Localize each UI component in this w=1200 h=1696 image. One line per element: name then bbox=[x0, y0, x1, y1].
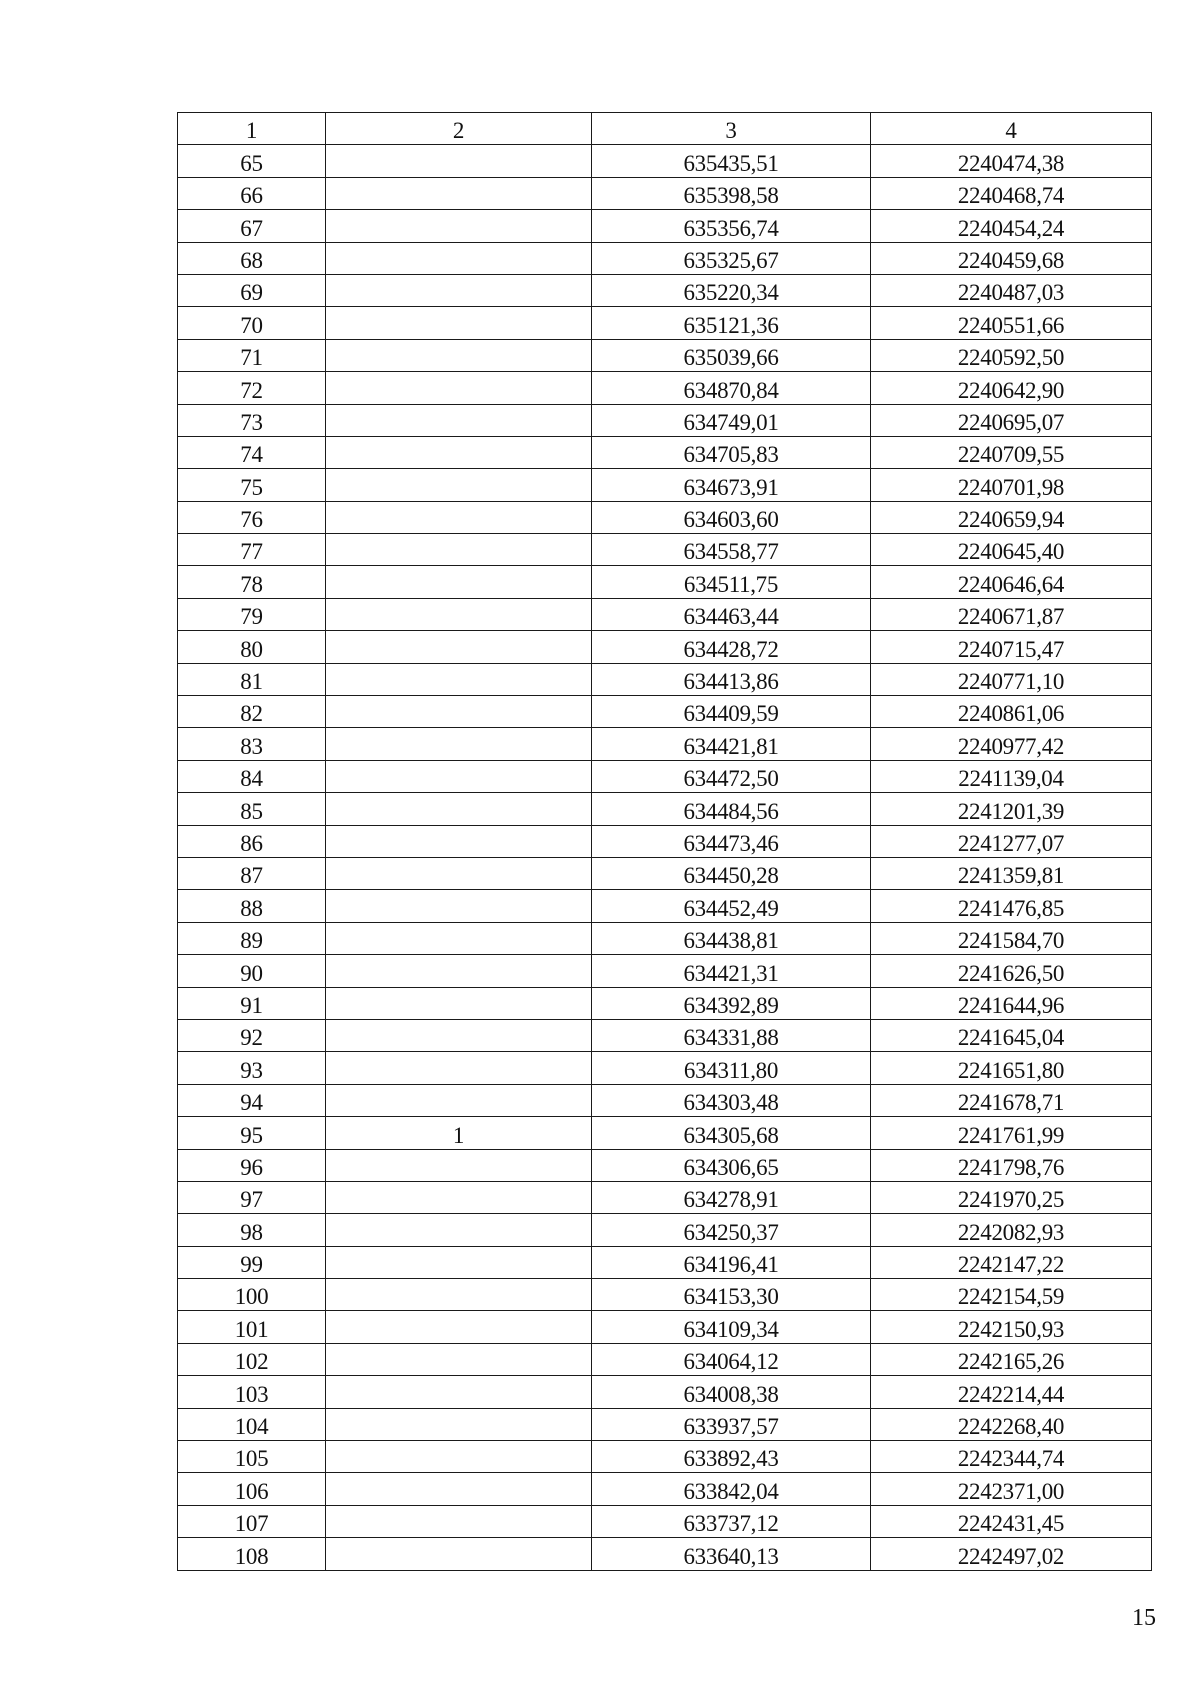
point-number-cell: 84 bbox=[178, 760, 326, 792]
point-number-cell: 99 bbox=[178, 1246, 326, 1278]
coordinate-y-cell: 2241359,81 bbox=[871, 857, 1152, 889]
point-number-cell: 87 bbox=[178, 857, 326, 889]
column-2-cell bbox=[326, 372, 592, 404]
coordinate-y-cell: 2241139,04 bbox=[871, 760, 1152, 792]
point-number-cell: 107 bbox=[178, 1505, 326, 1537]
coordinate-x-cell: 634409,59 bbox=[592, 696, 871, 728]
coordinate-y-cell: 2241584,70 bbox=[871, 922, 1152, 954]
coordinate-x-cell: 634558,77 bbox=[592, 534, 871, 566]
coordinate-y-cell: 2241277,07 bbox=[871, 825, 1152, 857]
point-number-cell: 86 bbox=[178, 825, 326, 857]
column-2-cell bbox=[326, 436, 592, 468]
coordinate-y-cell: 2240977,42 bbox=[871, 728, 1152, 760]
column-2-cell bbox=[326, 566, 592, 598]
coordinate-x-cell: 635356,74 bbox=[592, 210, 871, 242]
point-number-cell: 66 bbox=[178, 177, 326, 209]
coordinate-y-cell: 2240645,40 bbox=[871, 534, 1152, 566]
coordinate-x-cell: 634673,91 bbox=[592, 469, 871, 501]
coordinate-y-cell: 2240671,87 bbox=[871, 598, 1152, 630]
coordinate-y-cell: 2240454,24 bbox=[871, 210, 1152, 242]
column-2-cell bbox=[326, 1181, 592, 1213]
table-row bbox=[178, 631, 1152, 663]
point-number-cell: 108 bbox=[178, 1538, 326, 1570]
table-row bbox=[178, 307, 1152, 339]
column-2-cell bbox=[326, 760, 592, 792]
column-2-cell bbox=[326, 598, 592, 630]
point-number-cell: 83 bbox=[178, 728, 326, 760]
coordinate-y-cell: 2242344,74 bbox=[871, 1441, 1152, 1473]
column-2-cell bbox=[326, 890, 592, 922]
column-2-cell bbox=[326, 1538, 592, 1570]
coordinate-x-cell: 634306,65 bbox=[592, 1149, 871, 1181]
point-number-cell: 80 bbox=[178, 631, 326, 663]
column-2-cell: 1 bbox=[326, 1117, 592, 1149]
point-number-cell: 105 bbox=[178, 1441, 326, 1473]
column-2-cell bbox=[326, 501, 592, 533]
point-number-cell: 71 bbox=[178, 339, 326, 371]
coordinate-y-cell: 2242497,02 bbox=[871, 1538, 1152, 1570]
point-number-cell: 69 bbox=[178, 274, 326, 306]
point-number-cell: 93 bbox=[178, 1052, 326, 1084]
table-row bbox=[178, 1408, 1152, 1440]
coordinate-x-cell: 634331,88 bbox=[592, 1019, 871, 1051]
table-row bbox=[178, 372, 1152, 404]
coordinate-y-cell: 2241798,76 bbox=[871, 1149, 1152, 1181]
coordinate-x-cell: 634511,75 bbox=[592, 566, 871, 598]
header-cell-4: 4 bbox=[871, 113, 1152, 145]
table-header-row bbox=[178, 113, 1152, 145]
coordinate-x-cell: 634450,28 bbox=[592, 857, 871, 889]
table-row bbox=[178, 663, 1152, 695]
coordinate-x-cell: 634196,41 bbox=[592, 1246, 871, 1278]
point-number-cell: 106 bbox=[178, 1473, 326, 1505]
point-number-cell: 100 bbox=[178, 1279, 326, 1311]
table-row bbox=[178, 760, 1152, 792]
table-row bbox=[178, 1441, 1152, 1473]
coordinate-y-cell: 2242431,45 bbox=[871, 1505, 1152, 1537]
column-2-cell bbox=[326, 1019, 592, 1051]
column-2-cell bbox=[326, 274, 592, 306]
coordinate-x-cell: 635039,66 bbox=[592, 339, 871, 371]
coordinate-x-cell: 634311,80 bbox=[592, 1052, 871, 1084]
coordinate-x-cell: 634064,12 bbox=[592, 1343, 871, 1375]
table-row bbox=[178, 1311, 1152, 1343]
coordinate-x-cell: 633640,13 bbox=[592, 1538, 871, 1570]
coordinate-y-cell: 2242371,00 bbox=[871, 1473, 1152, 1505]
coordinate-y-cell: 2240474,38 bbox=[871, 145, 1152, 177]
column-2-cell bbox=[326, 1246, 592, 1278]
table-row bbox=[178, 1246, 1152, 1278]
coordinate-y-cell: 2242165,26 bbox=[871, 1343, 1152, 1375]
coordinate-x-cell: 634749,01 bbox=[592, 404, 871, 436]
point-number-cell: 79 bbox=[178, 598, 326, 630]
coordinate-y-cell: 2240659,94 bbox=[871, 501, 1152, 533]
table-row bbox=[178, 339, 1152, 371]
column-2-cell bbox=[326, 1505, 592, 1537]
column-2-cell bbox=[326, 177, 592, 209]
table-row bbox=[178, 1149, 1152, 1181]
point-number-cell: 68 bbox=[178, 242, 326, 274]
table-row bbox=[178, 1084, 1152, 1116]
column-2-cell bbox=[326, 404, 592, 436]
coordinate-y-cell: 2242147,22 bbox=[871, 1246, 1152, 1278]
point-number-cell: 104 bbox=[178, 1408, 326, 1440]
point-number-cell: 78 bbox=[178, 566, 326, 598]
column-2-cell bbox=[326, 1441, 592, 1473]
table-row bbox=[178, 987, 1152, 1019]
coordinate-y-cell: 2240459,68 bbox=[871, 242, 1152, 274]
column-2-cell bbox=[326, 696, 592, 728]
coordinate-x-cell: 634392,89 bbox=[592, 987, 871, 1019]
coordinate-x-cell: 634421,31 bbox=[592, 955, 871, 987]
coordinate-y-cell: 2241645,04 bbox=[871, 1019, 1152, 1051]
table-row bbox=[178, 857, 1152, 889]
coordinate-y-cell: 2242150,93 bbox=[871, 1311, 1152, 1343]
point-number-cell: 70 bbox=[178, 307, 326, 339]
table-row bbox=[178, 1117, 1152, 1149]
coordinate-x-cell: 634452,49 bbox=[592, 890, 871, 922]
column-2-cell bbox=[326, 631, 592, 663]
coordinate-y-cell: 2241626,50 bbox=[871, 955, 1152, 987]
coordinate-x-cell: 634473,46 bbox=[592, 825, 871, 857]
column-2-cell bbox=[326, 1279, 592, 1311]
column-2-cell bbox=[326, 1084, 592, 1116]
column-2-cell bbox=[326, 1343, 592, 1375]
point-number-cell: 98 bbox=[178, 1214, 326, 1246]
header-cell-2: 2 bbox=[326, 113, 592, 145]
coordinate-x-cell: 634153,30 bbox=[592, 1279, 871, 1311]
point-number-cell: 94 bbox=[178, 1084, 326, 1116]
point-number-cell: 88 bbox=[178, 890, 326, 922]
point-number-cell: 75 bbox=[178, 469, 326, 501]
point-number-cell: 91 bbox=[178, 987, 326, 1019]
coordinate-y-cell: 2242214,44 bbox=[871, 1376, 1152, 1408]
table-row bbox=[178, 598, 1152, 630]
point-number-cell: 82 bbox=[178, 696, 326, 728]
table-row bbox=[178, 922, 1152, 954]
coordinate-x-cell: 634413,86 bbox=[592, 663, 871, 695]
coordinate-y-cell: 2240642,90 bbox=[871, 372, 1152, 404]
table-row bbox=[178, 793, 1152, 825]
column-2-cell bbox=[326, 922, 592, 954]
column-2-cell bbox=[326, 210, 592, 242]
column-2-cell bbox=[326, 987, 592, 1019]
table-row bbox=[178, 1505, 1152, 1537]
point-number-cell: 102 bbox=[178, 1343, 326, 1375]
point-number-cell: 81 bbox=[178, 663, 326, 695]
column-2-cell bbox=[326, 1311, 592, 1343]
coordinate-y-cell: 2240715,47 bbox=[871, 631, 1152, 663]
point-number-cell: 77 bbox=[178, 534, 326, 566]
column-2-cell bbox=[326, 1376, 592, 1408]
table-row bbox=[178, 436, 1152, 468]
table-row bbox=[178, 210, 1152, 242]
table-row bbox=[178, 534, 1152, 566]
column-2-cell bbox=[326, 307, 592, 339]
point-number-cell: 74 bbox=[178, 436, 326, 468]
coordinate-y-cell: 2240468,74 bbox=[871, 177, 1152, 209]
coordinate-x-cell: 634463,44 bbox=[592, 598, 871, 630]
coordinate-x-cell: 633842,04 bbox=[592, 1473, 871, 1505]
coordinate-y-cell: 2242154,59 bbox=[871, 1279, 1152, 1311]
coordinate-x-cell: 634109,34 bbox=[592, 1311, 871, 1343]
coordinate-y-cell: 2240695,07 bbox=[871, 404, 1152, 436]
coordinate-x-cell: 634303,48 bbox=[592, 1084, 871, 1116]
table-row bbox=[178, 242, 1152, 274]
point-number-cell: 67 bbox=[178, 210, 326, 242]
point-number-cell: 97 bbox=[178, 1181, 326, 1213]
column-2-cell bbox=[326, 469, 592, 501]
coordinate-x-cell: 634305,68 bbox=[592, 1117, 871, 1149]
coordinate-y-cell: 2241761,99 bbox=[871, 1117, 1152, 1149]
column-2-cell bbox=[326, 955, 592, 987]
table-body bbox=[178, 113, 1152, 1571]
coordinate-x-cell: 634250,37 bbox=[592, 1214, 871, 1246]
coordinate-x-cell: 635435,51 bbox=[592, 145, 871, 177]
table-row bbox=[178, 696, 1152, 728]
column-2-cell bbox=[326, 793, 592, 825]
table-row bbox=[178, 1181, 1152, 1213]
coordinate-x-cell: 635398,58 bbox=[592, 177, 871, 209]
point-number-cell: 96 bbox=[178, 1149, 326, 1181]
coordinate-y-cell: 2240646,64 bbox=[871, 566, 1152, 598]
table-row bbox=[178, 1538, 1152, 1570]
column-2-cell bbox=[326, 1052, 592, 1084]
column-2-cell bbox=[326, 534, 592, 566]
coordinate-y-cell: 2241201,39 bbox=[871, 793, 1152, 825]
column-2-cell bbox=[326, 1473, 592, 1505]
table-row bbox=[178, 1343, 1152, 1375]
table-row bbox=[178, 1473, 1152, 1505]
point-number-cell: 73 bbox=[178, 404, 326, 436]
column-2-cell bbox=[326, 857, 592, 889]
point-number-cell: 95 bbox=[178, 1117, 326, 1149]
column-2-cell bbox=[326, 339, 592, 371]
column-2-cell bbox=[326, 663, 592, 695]
coordinate-y-cell: 2241644,96 bbox=[871, 987, 1152, 1019]
table-row bbox=[178, 274, 1152, 306]
point-number-cell: 85 bbox=[178, 793, 326, 825]
coordinate-y-cell: 2241651,80 bbox=[871, 1052, 1152, 1084]
table-row bbox=[178, 1052, 1152, 1084]
coordinate-x-cell: 633937,57 bbox=[592, 1408, 871, 1440]
point-number-cell: 92 bbox=[178, 1019, 326, 1051]
coordinate-y-cell: 2240709,55 bbox=[871, 436, 1152, 468]
point-number-cell: 103 bbox=[178, 1376, 326, 1408]
table-row bbox=[178, 145, 1152, 177]
coordinate-x-cell: 634603,60 bbox=[592, 501, 871, 533]
coordinate-x-cell: 633892,43 bbox=[592, 1441, 871, 1473]
coordinate-x-cell: 634008,38 bbox=[592, 1376, 871, 1408]
column-2-cell bbox=[326, 1408, 592, 1440]
coordinate-x-cell: 634484,56 bbox=[592, 793, 871, 825]
column-2-cell bbox=[326, 1149, 592, 1181]
point-number-cell: 65 bbox=[178, 145, 326, 177]
coordinate-y-cell: 2240551,66 bbox=[871, 307, 1152, 339]
coordinate-x-cell: 635220,34 bbox=[592, 274, 871, 306]
table-row bbox=[178, 1376, 1152, 1408]
column-2-cell bbox=[326, 728, 592, 760]
coordinate-y-cell: 2242268,40 bbox=[871, 1408, 1152, 1440]
table-row bbox=[178, 566, 1152, 598]
column-2-cell bbox=[326, 825, 592, 857]
page-number: 15 bbox=[1132, 1605, 1156, 1631]
point-number-cell: 89 bbox=[178, 922, 326, 954]
table-row bbox=[178, 404, 1152, 436]
table-row bbox=[178, 1279, 1152, 1311]
table-row bbox=[178, 1214, 1152, 1246]
table-row bbox=[178, 469, 1152, 501]
coordinate-x-cell: 634278,91 bbox=[592, 1181, 871, 1213]
coordinate-y-cell: 2240701,98 bbox=[871, 469, 1152, 501]
coordinate-y-cell: 2241970,25 bbox=[871, 1181, 1152, 1213]
coordinate-x-cell: 635325,67 bbox=[592, 242, 871, 274]
table-row bbox=[178, 177, 1152, 209]
coordinate-x-cell: 634421,81 bbox=[592, 728, 871, 760]
table-row bbox=[178, 825, 1152, 857]
coordinate-y-cell: 2240592,50 bbox=[871, 339, 1152, 371]
point-number-cell: 72 bbox=[178, 372, 326, 404]
coordinate-y-cell: 2240487,03 bbox=[871, 274, 1152, 306]
coordinate-x-cell: 634870,84 bbox=[592, 372, 871, 404]
coordinate-y-cell: 2241678,71 bbox=[871, 1084, 1152, 1116]
coordinate-x-cell: 634428,72 bbox=[592, 631, 871, 663]
point-number-cell: 101 bbox=[178, 1311, 326, 1343]
coordinate-y-cell: 2240771,10 bbox=[871, 663, 1152, 695]
table-row bbox=[178, 955, 1152, 987]
coordinates-table bbox=[177, 112, 1152, 1571]
point-number-cell: 90 bbox=[178, 955, 326, 987]
header-cell-1: 1 bbox=[178, 113, 326, 145]
column-2-cell bbox=[326, 145, 592, 177]
point-number-cell: 76 bbox=[178, 501, 326, 533]
coordinate-x-cell: 634438,81 bbox=[592, 922, 871, 954]
table-row bbox=[178, 728, 1152, 760]
coordinate-y-cell: 2242082,93 bbox=[871, 1214, 1152, 1246]
coordinate-x-cell: 633737,12 bbox=[592, 1505, 871, 1537]
coordinate-x-cell: 634472,50 bbox=[592, 760, 871, 792]
column-2-cell bbox=[326, 1214, 592, 1246]
coordinate-x-cell: 635121,36 bbox=[592, 307, 871, 339]
header-cell-3: 3 bbox=[592, 113, 871, 145]
coordinate-y-cell: 2241476,85 bbox=[871, 890, 1152, 922]
coordinate-x-cell: 634705,83 bbox=[592, 436, 871, 468]
table-row bbox=[178, 1019, 1152, 1051]
column-2-cell bbox=[326, 242, 592, 274]
table-row bbox=[178, 501, 1152, 533]
table-row bbox=[178, 890, 1152, 922]
coordinate-y-cell: 2240861,06 bbox=[871, 696, 1152, 728]
